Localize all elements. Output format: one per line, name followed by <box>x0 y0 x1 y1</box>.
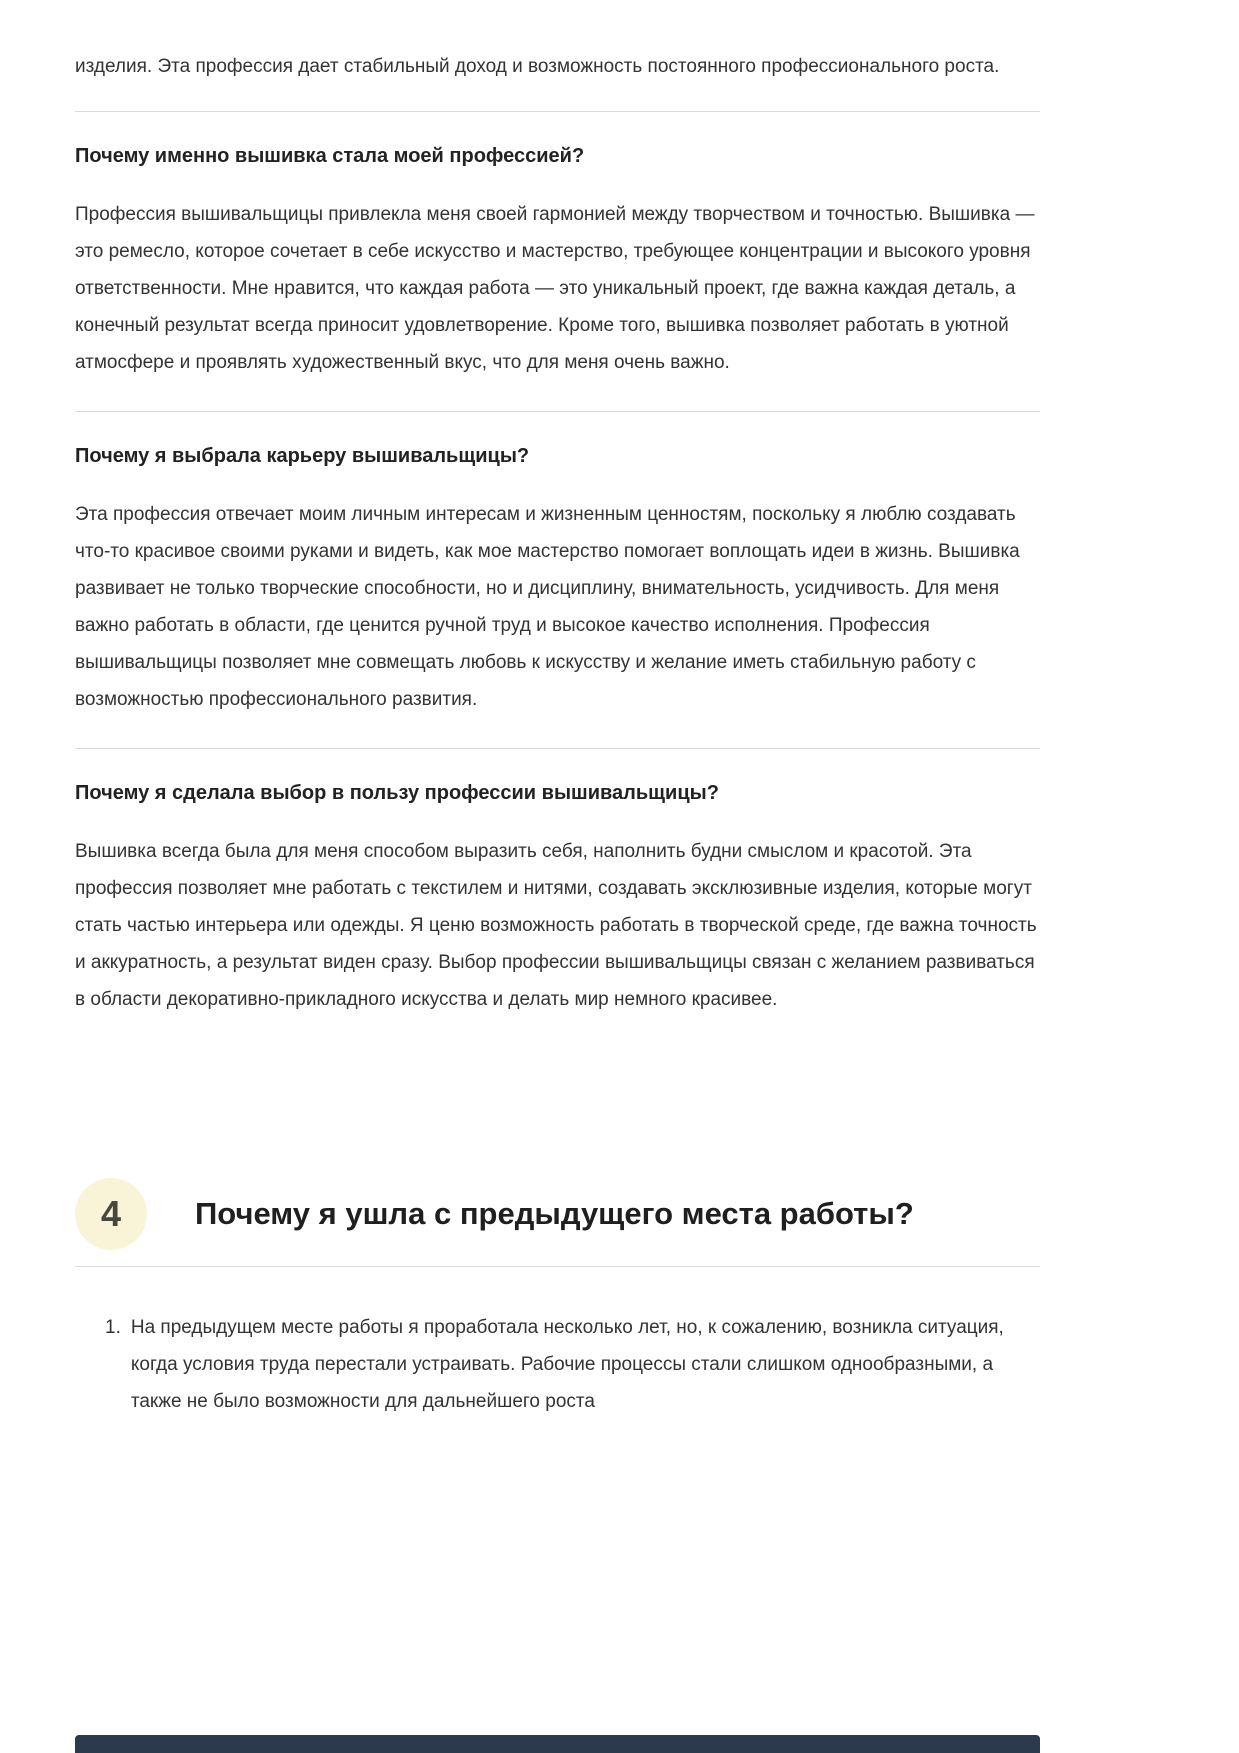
section-heading: Почему я сделала выбор в пользу профессии вышивальщицы? <box>75 782 719 804</box>
numbered-list <box>75 1309 1040 1420</box>
intro-paragraph-tail: изделия. Эта профессия дает стабильный доход и возможность постоянного профессионального роста. <box>75 56 1000 77</box>
section-paragraph: Эта профессия отвечает моим личным интересам и жизненным ценностям, поскольку я люблю создавать что-то красивое своими руками и видеть, как мое мастерство помогает воплощать идеи в жизнь. Вышивка развивает не только творческие способности, но и дисциплину, внимательность, усидчивость. Для меня важно работать в области, где ценится ручной труд и высокое качество исполнения. Профессия вышивальщицы позволяет мне совмещать любовь к искусству и желание иметь стабильную работу с возможностью профессионального развития. <box>75 504 1020 710</box>
list-item-number: 1. <box>105 1317 121 1338</box>
footer-dark-bar <box>75 1735 1040 1753</box>
chapter-header <box>75 1178 1040 1250</box>
chapter-number: 4 <box>100 1193 122 1234</box>
section-paragraph: Профессия вышивальщицы привлекла меня своей гармонией между творчеством и точностью. Вышивка — это ремесло, которое сочетает в себе искусство и мастерство, требующее концентрации и высокого уровня ответственности. Мне нравится, что каждая работа — это уникальный проект, где важна каждая деталь, а конечный результат всегда приносит удовлетворение. Кроме того, вышивка позволяет работать в уютной атмосфере и проявлять художественный вкус, что для меня очень важно. <box>75 204 1035 373</box>
section-divider <box>75 748 1040 749</box>
section-why-career <box>75 442 1040 718</box>
chapter-title: Почему я ушла с предыдущего места работы? <box>195 1196 914 1231</box>
chapter-number-badge <box>75 1178 147 1250</box>
section-paragraph: Вышивка всегда была для меня способом выразить себя, наполнить будни смыслом и красотой. Эта профессия позволяет мне работать с текстилем и нитями, создавать эксклюзивные изделия, которые могут стать частью интерьера или одежды. Я ценю возможность работать в творческой среде, где важна точность и аккуратность, а результат виден сразу. Выбор профессии вышивальщицы связан с желанием развиваться в области декоративно-прикладного искусства и делать мир немного красивее. <box>75 841 1037 1010</box>
section-divider <box>75 411 1040 412</box>
section-why-choice <box>75 779 1040 1018</box>
chapter-divider <box>75 1266 1040 1267</box>
section-heading: Почему именно вышивка стала моей профессией? <box>75 145 585 167</box>
list-item <box>105 1309 1040 1420</box>
section-heading: Почему я выбрала карьеру вышивальщицы? <box>75 445 530 467</box>
section-divider <box>75 111 1040 112</box>
section-why-embroidery <box>75 142 1040 381</box>
list-item-text: На предыдущем месте работы я проработала несколько лет, но, к сожалению, возникла ситуация, когда условия труда перестали устраивать. Рабочие процессы стали слишком однообразными, а также не было возможности для дальнейшего роста <box>130 1317 1004 1412</box>
